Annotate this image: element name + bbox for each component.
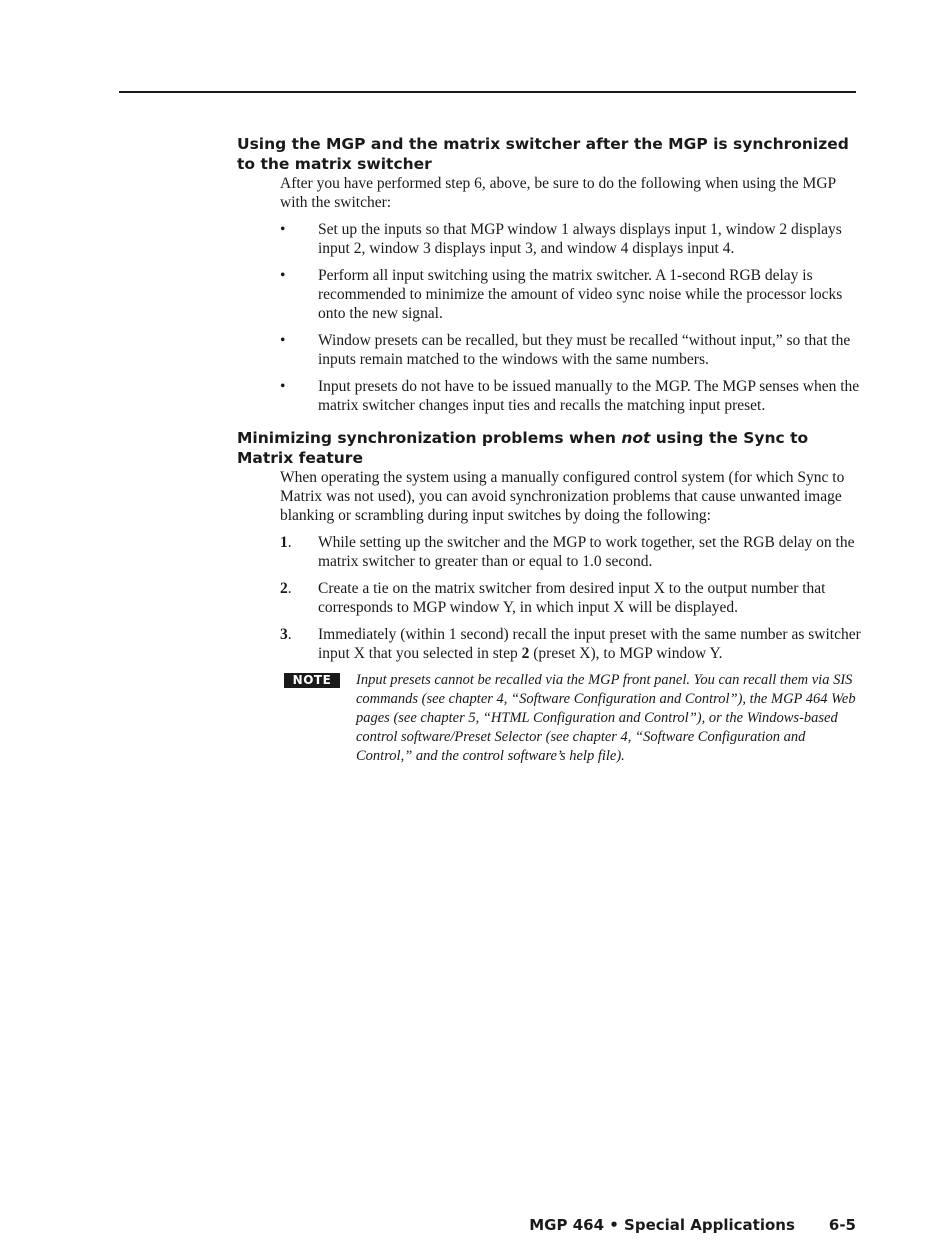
footer-title: MGP 464 • Special Applications	[529, 1216, 795, 1234]
section-heading-minimizing	[237, 428, 862, 468]
section-intro-minimizing: When operating the system using a manually configured control system (for which Sync to Matrix was not used), you can avoid synchronization problems that cause unwanted image blanking or scrambling during input switches by doing the following:	[280, 469, 845, 524]
heading-part: Minimizing synchronization problems when	[237, 429, 622, 447]
bullet-text: Input presets do not have to be issued manually to the MGP. The MGP senses when the matrix switcher changes input ties and recalls the matching input preset.	[318, 378, 860, 414]
header-rule	[119, 91, 856, 93]
step-number: 2.	[280, 580, 292, 597]
bullet-item	[280, 220, 862, 258]
bullet-item	[280, 331, 862, 369]
section-intro-sync: After you have performed step 6, above, be sure to do the following when using the MGP with the switcher:	[280, 175, 836, 211]
bullet-text: Window presets can be recalled, but they must be recalled “without input,” so that the inputs remain matched to the windows with the same numbers.	[318, 332, 851, 368]
section-body-minimizing	[280, 468, 862, 766]
step-number: 1.	[280, 534, 292, 551]
numbered-steps	[280, 533, 862, 663]
note-badge: NOTE	[284, 673, 340, 688]
bullet-text: Perform all input switching using the matrix switcher. A 1-second RGB delay is recommended to minimize the amount of video sync noise while the processor locks onto the new signal.	[318, 267, 843, 322]
bullet-marker: •	[280, 332, 286, 349]
bullet-marker: •	[280, 267, 286, 284]
section-heading-sync: Using the MGP and the matrix switcher after the MGP is synchronized to the matrix switcher	[237, 135, 849, 173]
step-item	[280, 625, 862, 663]
section-body-sync	[280, 174, 862, 415]
page-number: 6-5	[828, 1216, 856, 1234]
bullet-marker: •	[280, 378, 286, 395]
bullet-item	[280, 377, 862, 415]
step-number: 3.	[280, 626, 292, 643]
step-text: Immediately (within 1 second) recall the input preset with the same number as switcher input X that you selected in step 2 (preset X), to MGP window Y.	[318, 626, 861, 662]
bullet-marker: •	[280, 221, 286, 238]
heading-part: using the Sync to Matrix feature	[237, 429, 809, 467]
heading-emphasis: not	[621, 429, 651, 447]
page-content	[237, 134, 862, 766]
note-block	[280, 671, 862, 766]
step-text: While setting up the switcher and the MGP to work together, set the RGB delay on the matrix switcher to greater than or equal to 1.0 second.	[318, 534, 855, 570]
step-item	[280, 579, 862, 617]
note-text: Input presets cannot be recalled via the MGP front panel. You can recall them via SIS commands (see chapter 4, “Software Configuration and Control”), the MGP 464 Web pages (see chapter 5, “HTML Configuration and Control”), or the Windows-based control software/Preset Selector (see chapter 4, “Software Configuration and Control,” and the control software’s help file).	[356, 672, 856, 764]
page-footer	[529, 1216, 856, 1234]
bullet-text: Set up the inputs so that MGP window 1 always displays input 1, window 2 displays input 2, window 3 displays input 3, and window 4 displays input 4.	[318, 221, 842, 257]
step-item	[280, 533, 862, 571]
bullet-list	[280, 220, 862, 415]
bullet-item	[280, 266, 862, 323]
step-text: Create a tie on the matrix switcher from desired input X to the output number that corresponds to MGP window Y, in which input X will be displayed.	[318, 580, 826, 616]
